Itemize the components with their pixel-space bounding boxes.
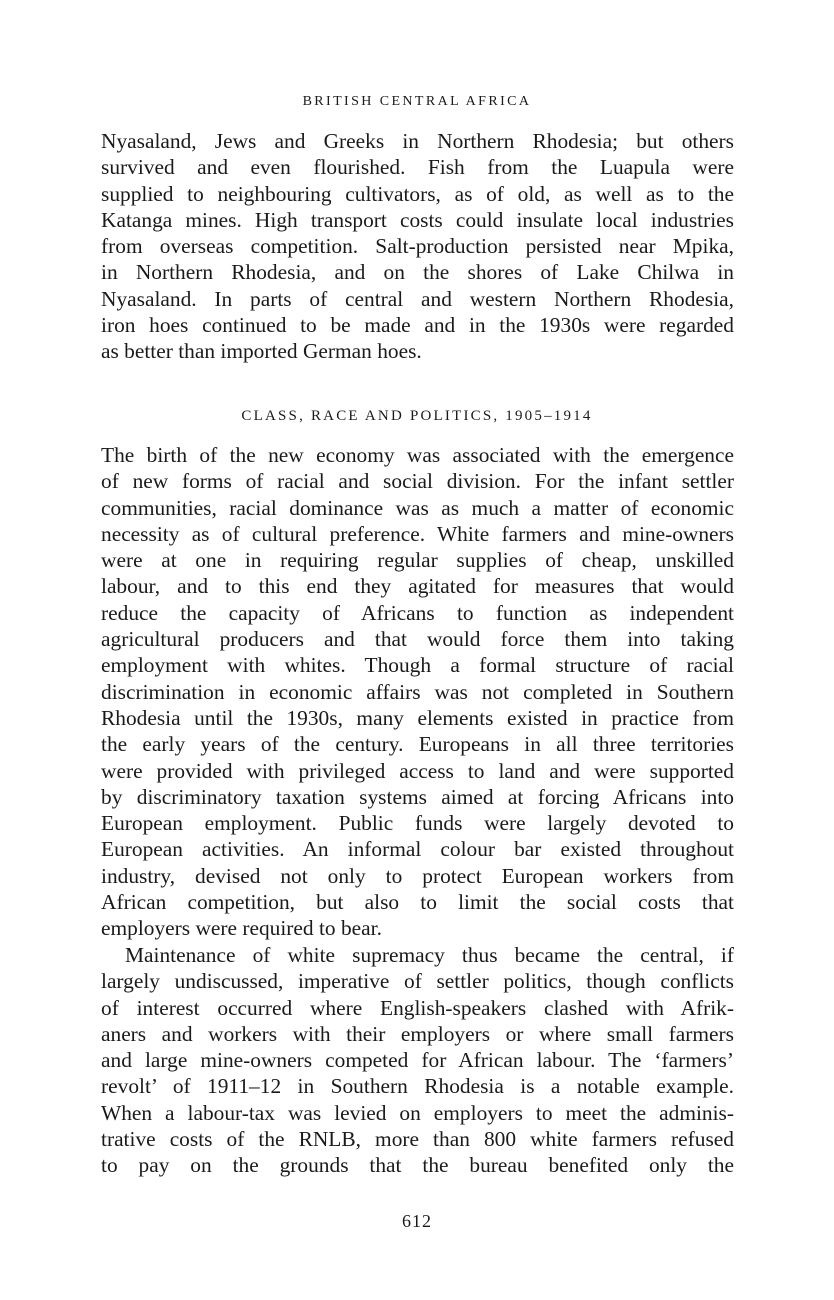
text-line: employment with whites. Though a formal structure of racial	[101, 653, 734, 678]
page-number: 612	[402, 1211, 432, 1231]
text-line: iron hoes continued to be made and in the 1930s were regarded	[101, 313, 734, 338]
text-line: survived and even flourished. Fish from the Luapula were	[101, 155, 734, 180]
text-line: aners and workers with their employers or where small farmers	[101, 1021, 734, 1046]
paragraph-2	[101, 442, 734, 942]
text-line: in Northern Rhodesia, and on the shores of Lake Chilwa in	[101, 260, 734, 285]
text-line: European employment. Public funds were largely devoted to	[101, 811, 734, 836]
text-line: Katanga mines. High transport costs could insulate local industries	[101, 207, 734, 232]
text-line: African competition, but also to limit the social costs that	[101, 890, 734, 915]
text-line: Nyasaland. In parts of central and western Northern Rhodesia,	[101, 286, 734, 311]
text-line: employers were required to bear.	[101, 916, 382, 941]
text-line: When a labour-tax was levied on employers to meet the adminis-	[101, 1100, 734, 1125]
paragraph-3	[101, 942, 734, 1179]
text-line: revolt’ of 1911–12 in Southern Rhodesia is a notable example.	[101, 1074, 734, 1099]
text-line: from overseas competition. Salt-production persisted near Mpika,	[101, 234, 734, 259]
text-line: The birth of the new economy was associated with the emergence	[101, 443, 734, 467]
text-line: Maintenance of white supremacy thus became the central, if	[125, 943, 734, 967]
text-line: discrimination in economic affairs was not completed in Southern	[101, 679, 734, 704]
text-line: necessity as of cultural preference. White farmers and mine-owners	[101, 521, 734, 546]
text-line: were at one in requiring regular supplies of cheap, unskilled	[101, 548, 734, 573]
text-line: communities, racial dominance was as much a matter of economic	[101, 495, 734, 520]
text-line: supplied to neighbouring cultivators, as of old, as well as to the	[101, 181, 734, 206]
text-line: reduce the capacity of Africans to function as independent	[101, 600, 734, 625]
text-line: as better than imported German hoes.	[101, 339, 422, 364]
text-line: Nyasaland, Jews and Greeks in Northern Rhodesia; but others	[101, 129, 734, 153]
text-line: and large mine-owners competed for African labour. The ‘farmers’	[101, 1048, 734, 1073]
text-line: to pay on the grounds that the bureau benefited only the	[101, 1153, 734, 1178]
text-line: agricultural producers and that would force them into taking	[101, 627, 734, 652]
text-line: by discriminatory taxation systems aimed at forcing Africans into	[101, 784, 734, 809]
paragraph-1	[101, 128, 734, 365]
text-line: were provided with privileged access to land and were supported	[101, 758, 734, 783]
text-line: industry, devised not only to protect European workers from	[101, 863, 734, 888]
section-heading: CLASS, RACE AND POLITICS, 1905–1914	[241, 408, 593, 424]
text-line: the early years of the century. Europeans in all three territories	[101, 732, 734, 757]
text-line: of interest occurred where English-speakers clashed with Afrik-	[101, 995, 734, 1020]
text-line: of new forms of racial and social division. For the infant settler	[101, 469, 734, 494]
text-line: labour, and to this end they agitated for measures that would	[101, 574, 734, 599]
text-line: trative costs of the RNLB, more than 800 white farmers refused	[101, 1127, 734, 1152]
text-line: Rhodesia until the 1930s, many elements existed in practice from	[101, 705, 734, 730]
text-line: largely undiscussed, imperative of settler politics, though conflicts	[101, 969, 734, 994]
running-head: BRITISH CENTRAL AFRICA	[302, 94, 532, 109]
text-line: European activities. An informal colour bar existed throughout	[101, 837, 734, 862]
